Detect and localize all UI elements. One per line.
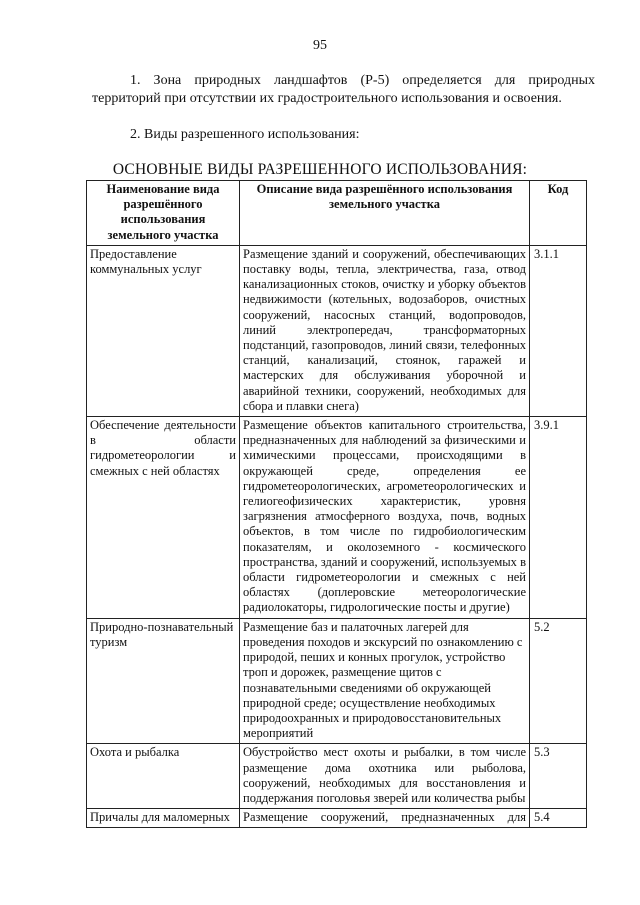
- page-number: 95: [313, 38, 327, 53]
- use-description: Размещение объектов капитального строительства, предназначенных для наблюдений за физическими и химическими процессами, происходящими в окружающей среде, определения ее гидрометеорологических, агрометеорологических и гелиогеофизических характеристик, уровня загрязнения атмосферного воздуха, почв, водных объектов, в том числе по гидробиологическим показателям, и околоземного - космического пространства, зданий и сооружений, используемых в области гидрометеорологии и смежных с ней областях (доплеровские метеорологические радиолокаторы, гидрологические посты и другие): [240, 417, 530, 619]
- header-description: Описание вида разрешённого использования земельного участка: [240, 181, 530, 246]
- use-name: Охота и рыбалка: [87, 744, 240, 809]
- use-code: 5.3: [530, 744, 587, 809]
- header-code: Код: [530, 181, 587, 246]
- paragraph-permitted-uses: 2. Виды разрешенного использования:: [130, 127, 360, 142]
- use-description: Размещение баз и палаточных лагерей для проведения походов и экскурсий по ознакомлению с природой, пеших и конных прогулок, устройство троп и дорожек, размещение щитов с познавательными сведениями об окружающей природной среде; осуществление необходимых природоохранных и природовосстановительных мероприятий: [240, 618, 530, 744]
- paragraph-zone-definition: 1. Зона природных ландшафтов (Р-5) определяется для природных территорий при отсутствии их градостроительного использования и освоения.: [92, 73, 595, 106]
- table-row: [87, 809, 587, 828]
- permitted-uses-table: [86, 180, 587, 828]
- use-name: Предоставление коммунальных услуг: [87, 245, 240, 416]
- use-code: 3.1.1: [530, 245, 587, 416]
- header-name: Наименование вида разрешённого использования земельного участка: [87, 181, 240, 246]
- table-row: [87, 245, 587, 416]
- use-code: 5.4: [530, 809, 587, 828]
- use-description: Обустройство мест охоты и рыбалки, в том числе размещение дома охотника или рыболова, сооружений, необходимых для восстановления и поддержания поголовья зверей или количества рыбы: [240, 744, 530, 809]
- use-name: Обеспечение деятельности в области гидрометеорологии и смежных с ней областях: [87, 417, 240, 619]
- use-name: Природно-познавательный туризм: [87, 618, 240, 744]
- table-row: [87, 618, 587, 744]
- use-code: 5.2: [530, 618, 587, 744]
- use-code: 3.9.1: [530, 417, 587, 619]
- use-description: Размещение сооружений, предназначенных для: [240, 809, 530, 828]
- table-row: [87, 417, 587, 619]
- use-name: Причалы для маломерных: [87, 809, 240, 828]
- section-title: ОСНОВНЫЕ ВИДЫ РАЗРЕШЕННОГО ИСПОЛЬЗОВАНИЯ:: [112, 161, 528, 178]
- use-description: Размещение зданий и сооружений, обеспечивающих поставку воды, тепла, электричества, газа, отвод канализационных стоков, очистку и уборку объектов недвижимости (котельных, водозаборов, очистных сооружений, насосных станций, водопроводов, линий электропередач, трансформаторных подстанций, газопроводов, линий связи, телефонных станций, канализаций, стоянок, гаражей и мастерских для обслуживания уборочной и аварийной техники, сооружений, необходимых для сбора и плавки снега): [240, 245, 530, 416]
- table-row: [87, 744, 587, 809]
- table-header-row: [87, 181, 587, 246]
